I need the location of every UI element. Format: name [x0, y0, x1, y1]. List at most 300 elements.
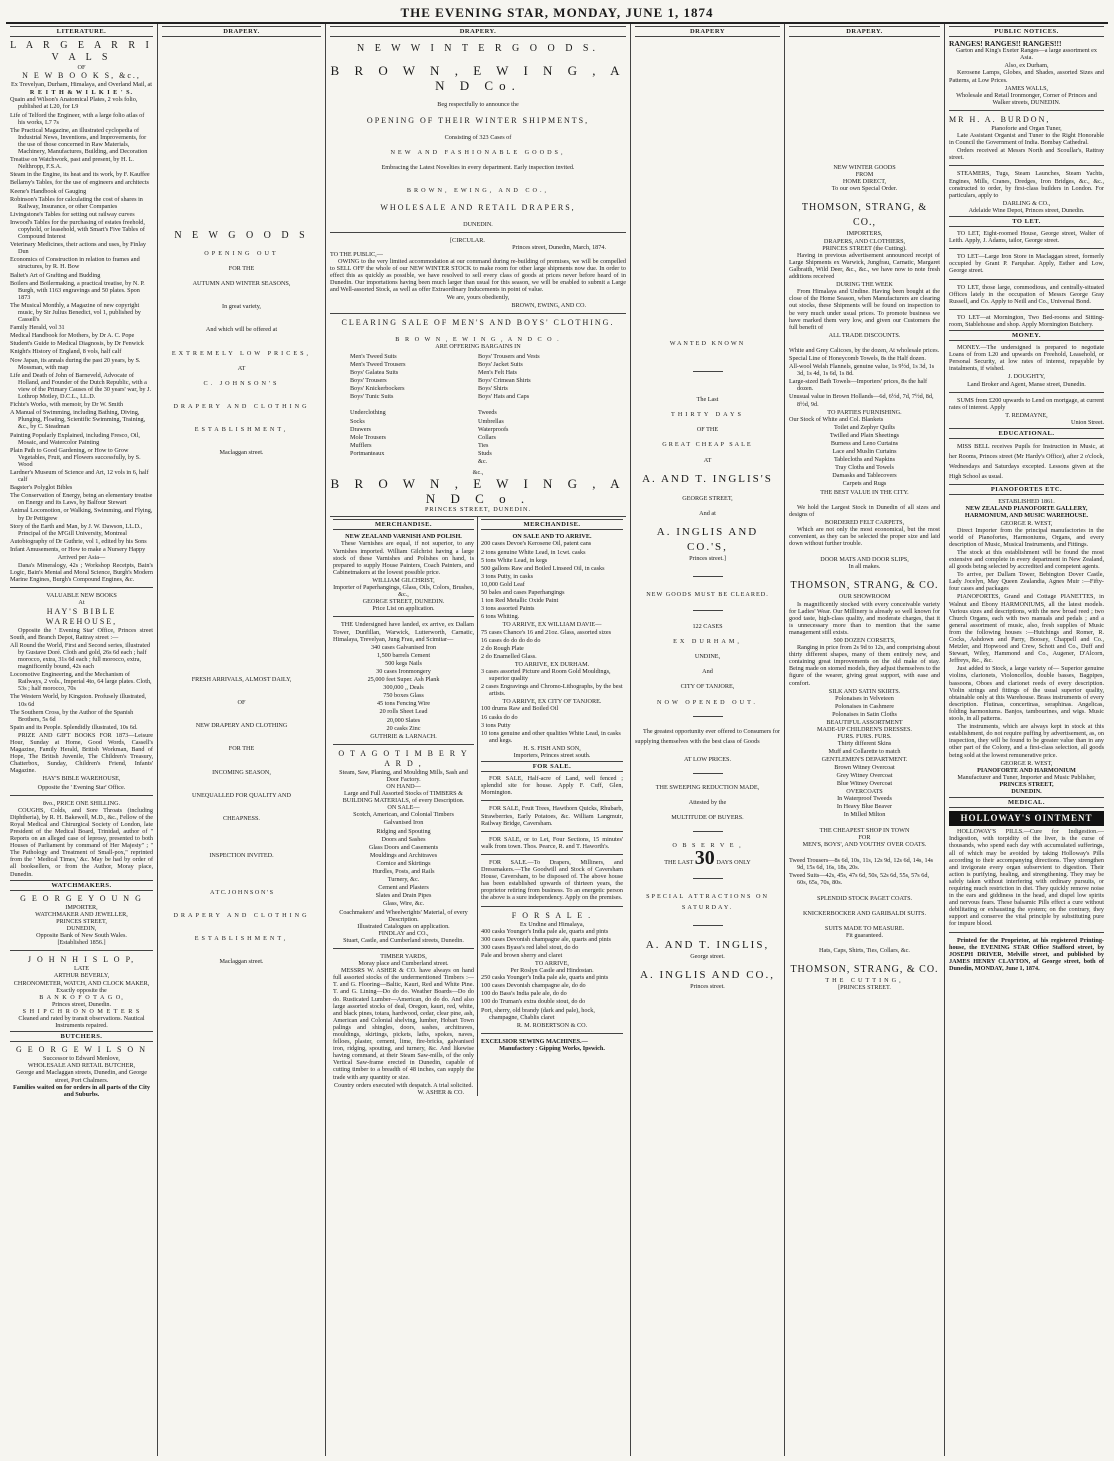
- ts-polonaises: [789, 695, 940, 718]
- otago-item: Mouldings and Architraves: [369, 851, 438, 859]
- the-last-2: THE LAST: [664, 859, 694, 867]
- hays-title: HAY'S BIBLE WAREHOUSE,: [45, 606, 118, 626]
- clearing-item: Collars: [478, 433, 496, 441]
- section-head-literature: LITERATURE.: [10, 26, 153, 37]
- otago-item: Hurdles, Posts, and Rails: [372, 868, 435, 876]
- merchandise-left: [330, 517, 478, 1096]
- walls-address: Wholesale and Retail Ironmonger, Corner of Princes and Walker streets, DUNEDIN.: [956, 91, 1097, 106]
- attested: Attested by the: [688, 798, 727, 806]
- furnishing-item: Damasks and Tablecovers: [832, 472, 897, 480]
- furs-item: Thirty different Skins: [837, 740, 892, 748]
- coughs-price: 8vo., PRICE ONE SHILLING.: [42, 799, 121, 807]
- steamers-text: STEAMERS, Tugs, Steam Launches, Steam Yachts, Engines, Mills, Cranes, Dredges, Iron Bridges, &c., &c., constructed to order, by first-class builders in London. For particulars, apply to: [949, 170, 1104, 199]
- hays-list: [10, 642, 153, 731]
- valuable-books: VALUABLE NEW BOOKS: [46, 592, 117, 600]
- clearing-item: Tweeds: [478, 409, 497, 417]
- clearing-bargains: ARE OFFERING BARGAINS IN: [435, 342, 521, 350]
- findlay-name: FINDLAY and CO.,: [378, 929, 429, 937]
- at-low-prices: AT LOW PRICES.: [683, 755, 732, 763]
- merchandise-right: [478, 517, 626, 1096]
- book-item: Bellamy's Tables, for the use of engineers and architects: [10, 179, 149, 187]
- column-public-notices: [945, 24, 1108, 1456]
- inglis-at: AT: [703, 456, 712, 464]
- gy-city: DUNEDIN,: [66, 925, 97, 933]
- book-item: Life and Death of John of Barneveld, Advocate of Holland, and Founder of the Dutch Republic, with a view of the Primary Causes of the 30 years' war, by J. Lothrop Motley, D.C.L., LL.D.: [10, 371, 152, 401]
- clearing-item: Boys' Shirts: [478, 385, 508, 393]
- clearing-item: Boys' Knickerbockers: [350, 385, 405, 393]
- on-sale-item: 3 tons Putty, in casks: [481, 572, 534, 580]
- book-item: The Conservation of Energy, being an elementary treatise on Energy and its Laws, by Balfour Stewart: [10, 492, 153, 507]
- west-princes: PRINCES STREET,: [999, 780, 1054, 788]
- arrive-davie-list: [481, 637, 623, 660]
- ts-overcoats-list: [789, 795, 940, 818]
- printer-imprint: Printed for the Proprietor, at his registered Printing-house, the EVENING STAR Office Stafford street, by JOSEPH DRIVER, Melville street, and published by JAMES HENRY CLAYTON, of George street, both of Dunedin, MONDAY, June 1, 1874.: [949, 936, 1104, 972]
- asher-text: MESSRS W. ASHER & CO. have always on hand full assorted stocks of the undermentioned Timbers :— T. and G. Flooring—Baltic, Kauri, Red and White Pine. T. and G. Lining—Do do do. Weather Boards—Do do do. Rusticated Lumber—American, do do do. And also large assorted stocks of deal, Oregon, kauri, red, white, and black pines, totara, hardwood, cedar, clear pine, ash, American and Colonial shelving, lumber, Hobart Town palings and shingles, doors, sashes, architraves, mouldings, skirtings, pickets, laths, spokes, naves, felloes, plaster, cement, lime, fire-bricks, galvanised iron, ridging, spouting, and turnery, &c. And likewise having command, at their Steam Saw-mills, of the only Vertical Saw-frame erected in Dunedin, capable of cutting timber to a breadth of 48 inches, can supply the trade with any quantity or size.: [333, 967, 474, 1081]
- the-last: The Last: [696, 396, 719, 404]
- george-wilson-name: G E O R G E W I L S O N: [16, 1045, 147, 1055]
- otago-stocks: Large and Full Assorted Stocks of TIMBERS & BUILDING MATERIALS, of every Description.: [342, 790, 465, 805]
- otago-item: Glass, Wire, &c.: [382, 900, 425, 908]
- book-item: Medical Handbook for Mothers, by Dr A. C. Pope: [10, 332, 135, 340]
- clearing-item: Boys' Galatea Suits: [350, 368, 399, 376]
- jh-ship: S H I P C H R O N O M E T E R S: [22, 1007, 141, 1015]
- nz-varnish-title: NEW ZEALAND VARNISH AND POLISH.: [345, 533, 462, 541]
- darling-name: DARLING & CO.,: [1002, 199, 1051, 207]
- ts-from: FROM: [855, 171, 874, 179]
- excelsior-title: EXCELSIOR SEWING MACHINES.—: [481, 1037, 588, 1045]
- for-sale-ex: Ex Undine and Himalaya,: [519, 920, 585, 928]
- hays2-title: HAY'S BIBLE WAREHOUSE,: [42, 775, 121, 783]
- otago-item: Scotch, American, and Colonial Timbers: [353, 811, 454, 819]
- clearing-item: Boys' Trousers: [350, 377, 387, 385]
- for-sale-to-arrive: TO ARRIVE,: [535, 959, 569, 967]
- asher-name: W. ASHER & CO.: [417, 1088, 464, 1096]
- hays-item: The Southern Cross, by the Author of the Spanish Brothers, 5s 6d: [10, 708, 134, 723]
- guthrie-item: 340 cases Galvanised Iron: [370, 643, 437, 651]
- ts-title-1: THOMSON, STRANG, & CO.,: [801, 202, 928, 229]
- otago-on-hand: ON HAND—: [386, 783, 421, 790]
- inglis-princes-2: Princes street.: [690, 983, 725, 991]
- hays-item: Spain and its People. Splendidly illustrated, 10s 6d.: [10, 723, 138, 731]
- johnson-opening: OPENING OUT: [204, 250, 279, 258]
- ts-corsets: 500 DOZEN CORSETS,: [833, 636, 896, 644]
- burdon-late: Late Assistant Organist and Tuner to the Right Honorable in Council the Government of India. Bombay Cathedral.: [949, 132, 1104, 147]
- robertson-name: R. M. ROBERTSON & CO.: [516, 1021, 588, 1029]
- arrive-durham-2: 2 cases Engravings and Chromo-Lithographs, by the best artists.: [481, 683, 623, 698]
- asher-country: Country orders executed with despatch. A trial solicited.: [333, 1081, 473, 1089]
- fresh-arrivals: FRESH ARRIVALS, ALMOST DAILY,: [191, 676, 292, 684]
- west-just-added: Just added to Stock, a large variety of— Superior genuine violins, clarionets, Violoncellos, double basses, Bagpipes, bassoons, Oboes and clarionet reeds of every description. Violin strings and fittings of the usual superior quality, obtainable only at this Warehouse. Brass instruments of every description. Flutinas, concertinas, seraphinas. Angelicas, folding harmoniums. Banjos, tambourines, and wigs. Music stools, in all patterns.: [949, 665, 1104, 723]
- clearing-item: Men's Felt Hats: [478, 368, 517, 376]
- ts-trousers: Tweed Trousers—8s 6d, 10s, 11s, 12s 9d, 12s 6d, 14s, 14s 9d, 15s 6d, 16s, 18s, 20s.: [789, 856, 934, 871]
- jh-beverly: ARTHUR BEVERLY,: [53, 972, 110, 980]
- section-head-drapery-2: DRAPERY.: [162, 26, 321, 37]
- robertson-item: 400 casks Younger's India pale ale, quarts and pints: [481, 927, 609, 935]
- otago-item: Ridging and Spouting: [376, 827, 431, 835]
- be-opening: OPENING OF THEIR WINTER SHIPMENTS,: [366, 116, 590, 126]
- book-item: The Musical Monthly, a Magazine of new copyright music, by Sir Julius Benedict, vol 1, published by Cassell's: [10, 301, 141, 324]
- guthrie-text: THE Undersigned have landed, ex arrive, ex Dallam Tower, Dunfillan, Warwick, Lutterworth, Carnatic, Himalaya, Trevelyan, Jung Frau, and Scimitar—: [333, 621, 474, 643]
- otago-on-sale: ON SALE—: [387, 804, 420, 812]
- clearing-item: Mole Trousers: [350, 433, 386, 441]
- new-goods-cleared: NEW GOODS MUST BE CLEARED.: [646, 590, 769, 598]
- section-head-to-let: TO LET.: [949, 216, 1104, 227]
- inglis-george-2: George street.: [690, 953, 725, 961]
- to-let-3: TO LET, those large, commodious, and centrally-situated Offices lately in the occupation of Messrs George Gray Russell, and Co. Apply to Neill and Co., Universal Bond.: [949, 283, 1104, 305]
- section-head-money: MONEY.: [949, 330, 1104, 341]
- ts-discounts: ALL TRADE DISCOUNTS.: [828, 331, 901, 339]
- george-young-name: G E O R G E Y O U N G: [20, 893, 143, 903]
- arrive-chance: 75 cases Chance's 16 and 21oz. Glass, assorted sizes: [481, 628, 611, 636]
- on-sale-item: 2 tons genuine White Lead, in 1cwt. casks: [481, 548, 586, 556]
- otago-steam: Steam, Saw, Planing, and Moulding Mills, Sash and Door Factory.: [339, 768, 468, 783]
- redmayne-name: T. REDMAYNE,: [1005, 411, 1048, 419]
- for-sale-3: FOR SALE, or to Let, Four Sections, 15 minutes' walk from town. Thos. Pearce, R. and T. Haworth's.: [481, 835, 623, 850]
- book-item: Keene's Handbook of Gauging: [10, 187, 87, 195]
- johnson-new-goods: N E W G O O D S: [174, 230, 309, 242]
- ts-best-value: THE BEST VALUE IN THE CITY.: [820, 488, 909, 496]
- johnson-at: AT: [237, 364, 246, 372]
- jh-opposite: Exactly opposite the: [56, 986, 107, 994]
- be-new-winter: N E W W I N T E R G O O D S.: [356, 43, 599, 55]
- ts-hollands: Unusual value in Brown Hollands—6d, 6½d, 7d, 7½d, 8d, 8½d, 9d.: [789, 393, 934, 408]
- book-item: Fichte's Works, with memoir, by Dr W. Smith: [10, 401, 124, 409]
- west-harmonium: PIANOFORTE AND HARMONIUM: [977, 766, 1076, 774]
- thirty-days: THIRTY DAYS: [671, 411, 744, 419]
- gy-street: PRINCES STREET,: [56, 917, 107, 925]
- on-sale-item: 5 tons White Lead, in kegs: [481, 556, 548, 564]
- ts-title-3: THOMSON, STRANG, & CO.: [790, 964, 939, 976]
- book-item: Economics of Construction in relation to frames and structures, by R. H. Bow: [10, 256, 140, 271]
- gilchrist-street: GEORGE STREET, DUNEDIN.: [362, 598, 445, 606]
- tanjore-item: 3 tons Putty: [481, 721, 511, 729]
- reith-book-list: [10, 96, 153, 553]
- doughty-address: Land Broker and Agent, Manse street, Dunedin.: [967, 380, 1086, 388]
- ts-towels: Special Line of Honeycomb Towels, 8s the Half dozen.: [789, 354, 926, 362]
- book-item: Veterinary Medicines, their actions and uses, by Finlay Dun: [10, 241, 146, 256]
- section-head-merchandise-1: MERCHANDISE.: [333, 519, 474, 530]
- robertson-arrive-item: 100 cases Devonish champagne ale, do do: [481, 982, 586, 990]
- ts-showroom: OUR SHOWROOM: [838, 593, 891, 601]
- guthrie-item: 20 casks Zinc: [386, 724, 421, 732]
- clearing-item: &c.: [478, 458, 488, 465]
- ts-economical: Which are not only the most economical, but the most convenient, as they can be selected the proper size and laid down without further trouble.: [789, 525, 940, 548]
- inglis-princes: Princes street.]: [689, 554, 726, 562]
- ex-durham: EX DURHAM,: [673, 638, 742, 646]
- ts-gentlemens: GENTLEMEN'S DEPARTMENT.: [821, 756, 908, 764]
- city-of-tanjore: CITY OF TANJORE,: [680, 683, 735, 691]
- book-item: Knight's History of England, 8 vols, half calf: [10, 348, 122, 356]
- piano-established: ESTABLISHED 1861.: [998, 498, 1055, 506]
- book-item: Painting Popularly Explained, including Fresco, Oil, Mosaic, and Watercolor Painting: [10, 431, 140, 446]
- masthead: THE EVENING STAR, MONDAY, JUNE 1, 1874: [6, 4, 1108, 24]
- ts-furnishing-list: [789, 424, 940, 488]
- west-importer: Direct Importer from the principal manufactories in the world of Pianofortes, Harmoniums, Organs, and every description of Music, Musical Instruments, and Fittings.: [949, 526, 1104, 548]
- ts-princes: PRINCES STREET (the Cutting).: [822, 244, 907, 252]
- furnishing-item: Lace and Muslin Curtains: [832, 448, 897, 456]
- furnishing-item: Tablecloths and Napkins: [833, 456, 896, 464]
- to-let-4: TO LET—at Mornington, Two Bed-rooms and Sitting-room, Stablehouse and shop. Apply Mornington Butchery.: [949, 313, 1104, 328]
- section-head-for-sale: FOR SALE.: [481, 761, 623, 772]
- be-announce: Beg respectfully to announce the: [437, 101, 519, 109]
- section-head-public-notices: PUBLIC NOTICES.: [949, 26, 1104, 37]
- inglis-title-4: A. INGLIS AND CO.,: [640, 969, 775, 982]
- section-head-educational: EDUCATIONAL.: [949, 428, 1104, 439]
- west-pianofortes: PIANOFORTES, Grand and Cottage PIANETTES, in Walnut and Ebony HARMONIUMS, all the latest models. Various sizes and descriptions, with the new broad reed ; two Church Organs, each with two manuals and pedals ; and a general assortment of music, also, fresh supplies of Music from the following houses :—Hutchings and Romer, R. Cocks, Ashdown and Parry, Boosey, Chappell and Co., Metzler, and Hopwood and Crew, Schott and Co., Duff and Stewart, Wiley, Hammond and Co., Augener, D'Alcorn, Jeffreys, &c., &c.: [949, 593, 1104, 665]
- west-arrive: To arrive, per Dallam Tower, Bebington Dover Castle, Lady Jocelyn, May Queen Zealandia, Agnes Muir :—Fifty-four cases and packages: [949, 571, 1104, 593]
- be-latest: Embracing the Latest Novelties in every department. Early inspection invited.: [381, 164, 575, 172]
- ts-cheapest: THE CHEAPEST SHOP IN TOWN: [819, 827, 910, 835]
- jh-cleaned: Cleaned and rated by transit observations. Nautical Instruments repaired.: [18, 1014, 145, 1030]
- book-item: Robinson's Tables for calculating the cost of shares in Railway, Insurance, or other Companies: [10, 195, 143, 210]
- reith-title: L A R G E A R R I V A L S: [10, 40, 153, 64]
- money-text: MONEY.—The undersigned is prepared to negotiate Loans of from L20 and upwards on Freehold, Leasehold, or Personal Security, at low rates of interest, repayable by instalments, if wished.: [949, 344, 1104, 373]
- on-sale-item: 10,000 Gold Leaf: [481, 580, 525, 588]
- guthrie-item: 30 cases Ironmongery: [376, 667, 431, 675]
- ts-furs: FURS. FURS. FURS.: [837, 733, 892, 741]
- book-item: Quain and Wilson's Anatomical Plates, 2 vols folio, published at L20, for L9: [10, 96, 138, 111]
- section-head-drapery-3: DRAPERY.: [330, 26, 626, 37]
- johnson-autumn: AUTUMN AND WINTER SEASONS,: [192, 280, 291, 288]
- holloway-text: HOLLOWAY'S PILLS.—Cure for Indigestion.—Indigestion, with torpidity of the liver, is the curse of thousands, who spend each day with accumulated sufferings, all of which may be avoided by taking Holloway's Pills according to their accompanying directions. They strengthen and invigorate every organ subservient to digestion. Their action is purifying, healing, and strengthening. They may be safely taken without interfering with ordinary pursuits, or requiring much restriction in diet. They quickly remove noise in the ears and giddiness in the head, and dispel low spirits and nervous fears. These balsamic Pills effect a cure without debilitating or exhausting the system; on the contrary, they support and conserve the vital principle by substituting pure for impure blood.: [949, 828, 1104, 928]
- book-item: Story of the Earth and Man, by J. W. Dawson, LL.D., Principal of the M'Gill University, Montreal: [10, 522, 143, 537]
- johnson-name: C. JOHNSON'S: [203, 379, 280, 387]
- jh-princes: Princes street, Dunedin.: [51, 1000, 112, 1008]
- fresh-establishment: ESTABLISHMENT,: [194, 935, 289, 943]
- hays2-address: Opposite the ' Evening Star' Office.: [37, 783, 126, 791]
- fresh-cheapness: CHEAPNESS.: [223, 814, 260, 822]
- gy-opposite: Opposite Bank of New South Wales.: [36, 932, 127, 940]
- clearing-item: Boys' Trousers and Vests: [478, 352, 540, 360]
- fish-importers: Importers, Princes street south.: [513, 752, 591, 759]
- otago-item: Turnery, &c.: [387, 876, 420, 884]
- on-sale-list: [481, 540, 623, 620]
- otago-coachmakers: Coachmakers' and Wheelwrights' Material, of every Description.: [339, 908, 468, 923]
- arrive-tanjore: TO ARRIVE, EX CITY OF TANJORE.: [502, 698, 602, 706]
- robertson-arrive-item: 100 do Truman's extra double stout, do do: [481, 998, 586, 1006]
- section-head-drapery-5: DRAPERY.: [789, 26, 940, 37]
- timber-yards-location: Moray place and Cumberland street.: [358, 960, 449, 968]
- on-sale-item: 3 tons assorted Paints: [481, 605, 535, 613]
- clearing-firm: B R O W N , E W I N G , A N D C O .: [395, 335, 561, 343]
- book-item: Livingstone's Tables for setting out railway curves: [10, 210, 135, 218]
- sweeping-reduction: THE SWEEPING REDUCTION MADE,: [655, 783, 760, 791]
- hays-address: Opposite the ' Evening Star' Office, Princes street South, and Branch Depot, Rattray street :—: [10, 626, 153, 641]
- guthrie-name: GUTHRIE & LARNACH.: [370, 732, 437, 740]
- for-sale-list-1: [481, 928, 623, 959]
- west-stock: The stock at this establishment will be found the most extensive and complete in every department in New Zealand, all goods being selected by accredited and competent agents.: [949, 548, 1104, 571]
- guthrie-item: 45 tons Fencing Wire: [376, 700, 431, 708]
- johnson-low-prices: EXTREMELY LOW PRICES,: [171, 349, 312, 357]
- findlay-streets: Stuart, Castle, and Cumberland streets, Dunedin.: [343, 936, 464, 944]
- for-sale-1: FOR SALE, Half-acre of Land, well fenced ; splendid site for house. Apply F. Cuff, Glen, Mornington.: [481, 775, 623, 797]
- holloway-banner: HOLLOWAY'S OINTMENT: [949, 811, 1104, 826]
- clearing-item: Mufflers: [350, 441, 372, 449]
- guthrie-item: 500 kegs Nails: [385, 659, 422, 667]
- arrive-davie: TO ARRIVE, EX WILLIAM DAVIE—: [502, 621, 602, 629]
- be-circular: [CIRCULAR.: [450, 236, 485, 244]
- book-item: Baltet's Art of Grafting and Budding: [10, 271, 101, 279]
- jh-late: LATE: [73, 965, 90, 973]
- inglis-title-3: A. AND T. INGLIS,: [645, 939, 770, 952]
- for-sale-port: Port, sherry, old brandy (dark and pale), hock, champagne, Chablis claret: [481, 1006, 595, 1021]
- arrive-durham: TO ARRIVE, EX DURHAM.: [514, 660, 590, 668]
- column-literature: [6, 24, 158, 1456]
- clearing-firm-2: B R O W N , E W I N G , A N D C o .: [330, 476, 626, 507]
- gw-butcher: WHOLESALE AND RETAIL BUTCHER,: [27, 1062, 136, 1070]
- robertson-arrive-item: 100 do Bass's India pale ale, do do: [481, 990, 567, 998]
- ts-measure: SUITS MADE TO MEASURE.: [824, 925, 905, 933]
- otago-item: Galvanised Iron: [383, 819, 424, 827]
- hays-item: Locomotive Engineering, and the Mechanism of Railways, 2 vols., Imperial 4to, 64 large plates. Cloth, 53s ; half morocco, 70s: [10, 671, 152, 693]
- walls-name: JAMES WALLS,: [1004, 84, 1049, 92]
- witney-item: Blue Witney Overcoat: [836, 779, 893, 787]
- fresh-street: Maclaggan street.: [219, 958, 264, 966]
- hays-prize: PRIZE AND GIFT BOOKS FOR 1873—Leisure Hour, Sunday at Home, Good Words, Cassell's Magazine, Family Herald, British Workman, Band of Hope, The British Juvenile, The Children's Treasury, Chatterbox, Sunday, Children's Friend, Infants' Magazine.: [10, 731, 153, 775]
- days-only: DAYS ONLY: [716, 859, 751, 867]
- robertson-item: Pale and brown sherry and claret: [481, 951, 563, 959]
- miss-bell-text: MISS BELL receives Pupils for Instruction in Music, at her Rooms, Princes street (Mr Hardy's Office), after 2 o'clock, Wednesdays and Saturdays excepted. Lessons given at the High School as usual.: [949, 443, 1104, 481]
- clearing-street: PRINCES STREET, DUNEDIN.: [424, 506, 532, 514]
- johnson-variety: In great variety,: [222, 303, 261, 311]
- sums-text: SUMS from £200 upwards to Lend on mortgage, at current rates of interest. Apply: [949, 396, 1104, 411]
- section-head-watchmakers: WATCHMAKERS.: [10, 880, 153, 891]
- fresh-unequalled: UNEQUALLED FOR QUALITY AND: [192, 791, 291, 799]
- section-head-medical: MEDICAL.: [949, 797, 1104, 808]
- be-yours: We are, yours obediently,: [446, 294, 510, 302]
- ts-mens-boys: MEN'S, BOYS', AND YOUTHS' OVER COATS.: [802, 841, 927, 849]
- be-title: B R O W N , E W I N G , A N D Co.: [330, 63, 626, 94]
- book-item: Autobiography of Dr Guthrie, vol 1, edited by his Sons: [10, 537, 147, 545]
- burdon-orders: Orders received at Messrs North and Scoullar's, Rattray street.: [949, 147, 1104, 162]
- gy-watchmaker: WATCHMAKER AND JEWELLER,: [35, 910, 128, 918]
- otago-item: Glass Doors and Casements: [368, 843, 439, 851]
- clearing-etc: &c.,: [472, 469, 484, 477]
- book-item: Lardner's Museum of Science and Art, 12 vols in 6, half calf: [10, 468, 149, 484]
- of-the: OF THE: [696, 426, 719, 434]
- coughs-text: COUGHS, Colds, and Sore Throats (including Diphtheria), by R. H. Bakewell, M.D., &c., Fellow of the Royal Medical and Chirurgical Society of London, late President of the Medical Board, Trinidad, author of " Reports on an alleged case of leprosy, presented to both Houses of Parliament by command of Her Majesty" ; " The Pathology and Treatment of Small-pox," reprinted from the ' Medical Times,' &c. May be had by order of all booksellers, or from the Author, Moray place, Dunedin.: [10, 806, 153, 878]
- section-head-pianofortes: PIANOFORTES ETC.: [949, 484, 1104, 495]
- ts-cutting: THE CUTTING,: [825, 977, 904, 985]
- clearing-right-list: [478, 353, 606, 466]
- clearing-left-list: [350, 353, 478, 466]
- on-sale-item: 6 tons Whiting.: [481, 613, 520, 621]
- for-sale-2: FOR SALE, Fruit Trees, Hawthorn Quicks, Rhubarb, Strawberries, Early Potatoes, &c. William Langmuir, Railway Bridge, Caversham.: [481, 805, 623, 827]
- gw-families: Families waited on for orders in all parts of the City and Suburbs.: [12, 1083, 151, 1098]
- clearing-item: Men's Tweed Suits: [350, 352, 397, 360]
- undine: UNDINE,: [694, 653, 721, 661]
- be-signature: BROWN, EWING, AND CO.: [511, 301, 586, 309]
- ts-suits: Tweed Suits—42s, 45s, 47s 6d, 50s, 52s 6d, 55s, 57s 6d, 60s, 65s, 70s, 80s.: [789, 871, 929, 886]
- ts-all-makes: In all makes.: [848, 563, 881, 571]
- gilchrist-importer: Importer of Paperhangings, Glass, Oils, Colors, Brushes, &c.,: [333, 584, 474, 599]
- davie-item: 2 do Rough Plate: [481, 644, 524, 652]
- ts-importers: IMPORTERS,: [846, 230, 883, 238]
- be-to-public: TO THE PUBLIC,—: [330, 250, 383, 258]
- be-date: Princes street, Dunedin, March, 1874.: [512, 243, 606, 251]
- greatest-opportunity: The greatest opportunity ever offered to Consumers for supplying themselves with the best class of Goods: [635, 727, 780, 745]
- clearing-item: Ties: [478, 441, 489, 449]
- darling-address: Adelaide Wine Depot, Princes street, Dunedin.: [968, 206, 1085, 214]
- fresh-season: INCOMING SEASON,: [212, 768, 271, 776]
- timber-yards-title: TIMBER YARDS,: [380, 952, 427, 960]
- guthrie-item: 300,000 ,, Deals: [383, 684, 424, 692]
- ts-felt-carpets: BORDERED FELT CARPETS,: [824, 518, 905, 526]
- ranges-garton: Garton and King's Exeter Ranges—a large assortment ex Asia.: [955, 47, 1098, 62]
- column-thomson-strang: [785, 24, 945, 1456]
- book-item: Infant Amusements, or How to make a Nursery Happy: [10, 545, 146, 553]
- ts-calicoes: White and Grey Calicoes, by the dozen, At wholesale prices.: [789, 346, 940, 354]
- clearing-item: Drawers: [350, 425, 371, 433]
- fresh-for-the: FOR THE: [228, 745, 255, 753]
- observe: O B S E R V E ,: [672, 841, 743, 849]
- book-item: Plain Path to Good Gardening, or How to Grow Vegetables, Fruit, and Flowers successfully, by S. Wood: [10, 446, 141, 468]
- column-inglis: [631, 24, 785, 1456]
- book-item: Bagster's Polyglot Bibles: [10, 484, 73, 492]
- book-item: Family Herald, vol 31: [10, 324, 65, 332]
- great-cheap-sale: GREAT CHEAP SALE: [662, 441, 753, 449]
- jh-chronometer: CHRONOMETER, WATCH, AND CLOCK MAKER,: [13, 979, 150, 987]
- ts-furnishing: TO PARTIES FURNISHING.: [827, 408, 902, 416]
- excelsior-works: Manufactory : Gipping Works, Ipswich.: [499, 1044, 605, 1052]
- columns: [6, 24, 1108, 1456]
- book-item: Animal Locomotion, or Walking, Swimming, and Flying, by Dr Pettigrew: [10, 507, 153, 522]
- furnishing-item: Carpets and Rugs: [842, 480, 887, 488]
- clearing-item: Men's Tweed Trousers: [350, 360, 406, 368]
- multitude: MULTITUDE OF BUYERS.: [671, 813, 744, 821]
- be-fashionable: NEW AND FASHIONABLE GOODS,: [390, 149, 566, 157]
- overcoat-item: In Milled Milton: [843, 811, 886, 819]
- ts-door-mats: DOOR MATS AND DOOR SLIPS,: [820, 556, 909, 564]
- john-hislop-name: J O H N H I S L O P,: [27, 955, 136, 965]
- ts-knickerbocker: KNICKERBOCKER AND GARIBALDI SUITS.: [802, 909, 927, 917]
- west-name-2: GEORGE R. WEST,: [1000, 759, 1053, 767]
- column-brown-ewing: [326, 24, 631, 1456]
- ranges-durham: Also, ex Durham,: [1004, 62, 1049, 70]
- polonaise-item: Polonaises in Satin Cloths: [832, 710, 897, 718]
- on-sale-item: 200 cases Devoe's Kerosene Oil, patent cans: [481, 540, 592, 548]
- fresh-of: OF: [237, 699, 246, 707]
- polonaise-item: Polonaises in Velveteen: [835, 694, 894, 702]
- gy-importer: IMPORTER,: [65, 903, 98, 911]
- polonaise-item: Polonaises in Cashmere: [834, 702, 895, 710]
- be-wholesale: WHOLESALE AND RETAIL DRAPERS,: [380, 202, 576, 212]
- clearing-item: Boys' Tunic Suits: [350, 393, 394, 401]
- furnishing-item: Tray Cloths and Towels: [835, 464, 894, 472]
- overcoat-item: In Heavy Blue Beaver: [836, 803, 893, 811]
- ts-skirts: SILK AND SATIN SKIRTS.: [828, 687, 901, 695]
- davie-item: 16 cases do do do do do: [481, 636, 541, 644]
- ts-showroom-text: Is magnificently stocked with every conceivable variety for Ladies' Wear. Our Millinery is already so well known for good taste, high-class quality, and moderate charges, that it is unnecessary more than to mention that the same management still exists.: [789, 600, 940, 636]
- to-let-2: TO LET—Large Iron Store in Maclaggan street, formerly occupied by Grant P. Farquhar. Apply, Esther and Low, George street.: [949, 253, 1104, 275]
- piano-gallery: NEW ZEALAND PIANOFORTE GALLERY, HARMONIUM, AND MUSIC WAREHOUSE.: [964, 505, 1089, 520]
- gy-established: [Established 1856.]: [57, 939, 106, 947]
- robertson-item: 300 cases Byass's red label stout, do do: [481, 943, 579, 951]
- inglis-george: GEORGE STREET,: [682, 494, 733, 502]
- witney-item: Brown Witney Overcoat: [834, 763, 895, 771]
- gilchrist-price-list: Price List on application.: [372, 605, 435, 613]
- overcoat-item: In Waterproof Tweeds: [837, 794, 892, 802]
- tanjore-item: 10 tons genuine and other qualities White Lead, in casks and kegs.: [481, 729, 621, 744]
- clearing-item: Umbrellas: [478, 417, 504, 425]
- burdon-name: MR H. A. BURDON,: [949, 114, 1051, 124]
- asia-arrived: Arrived per Asia—: [57, 554, 106, 561]
- be-consisting: Consisting of 323 Cases of: [444, 134, 512, 142]
- book-item: The Practical Magazine, an illustrated cyclopedia of Industrial News, Inventions, and Improvements, for the use of those concerned in Raw Materials, Machinery, Manufactures, Building, and Decoration: [10, 126, 148, 156]
- for-sale-robertson-title: F O R S A L E .: [511, 910, 593, 920]
- arrive-durham-1: 3 cases assorted Picture and Room Gold Mouldings, superior quality: [481, 667, 611, 683]
- fresh-drapery: NEW DRAPERY AND CLOTHING: [195, 722, 288, 730]
